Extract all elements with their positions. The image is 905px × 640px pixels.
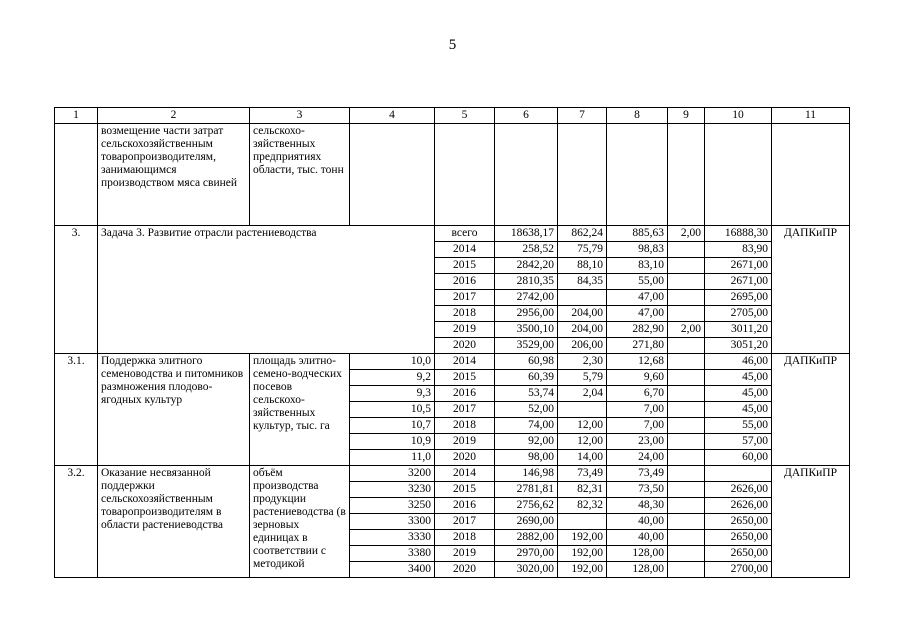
other-cell: 2695,00 — [705, 290, 772, 306]
other-cell: 2671,00 — [705, 274, 772, 290]
total-cell: 2781,81 — [495, 482, 558, 498]
federal-cell: 75,79 — [558, 242, 607, 258]
local-cell — [668, 242, 705, 258]
indicator-value-cell: 10,5 — [350, 402, 435, 418]
federal-cell: 206,00 — [558, 338, 607, 354]
cell — [668, 124, 705, 226]
indicator-value-cell: 11,0 — [350, 450, 435, 466]
other-cell: 55,00 — [705, 418, 772, 434]
regional-cell: 48,30 — [607, 498, 668, 514]
federal-cell: 73,49 — [558, 466, 607, 482]
other-cell: 2650,00 — [705, 530, 772, 546]
other-cell: 16888,30 — [705, 226, 772, 242]
other-cell: 45,00 — [705, 402, 772, 418]
header-cell: 4 — [350, 108, 435, 124]
federal-cell: 14,00 — [558, 450, 607, 466]
year-cell: 2016 — [435, 386, 495, 402]
total-cell: 92,00 — [495, 434, 558, 450]
local-cell — [668, 482, 705, 498]
regional-cell: 73,49 — [607, 466, 668, 482]
local-cell — [668, 338, 705, 354]
total-cell: 53,74 — [495, 386, 558, 402]
total-cell: 60,98 — [495, 354, 558, 370]
header-row — [55, 108, 850, 124]
table-row — [55, 354, 850, 370]
federal-cell: 192,00 — [558, 530, 607, 546]
other-cell: 2700,00 — [705, 562, 772, 578]
local-cell — [668, 514, 705, 530]
local-cell — [668, 354, 705, 370]
year-cell: 2019 — [435, 434, 495, 450]
year-cell: 2015 — [435, 370, 495, 386]
federal-cell: 84,35 — [558, 274, 607, 290]
federal-cell: 12,00 — [558, 418, 607, 434]
total-cell: 98,00 — [495, 450, 558, 466]
header-cell: 1 — [55, 108, 98, 124]
year-cell: 2019 — [435, 322, 495, 338]
regional-cell: 23,00 — [607, 434, 668, 450]
total-cell: 2742,00 — [495, 290, 558, 306]
regional-cell: 12,68 — [607, 354, 668, 370]
item-number-cell: 3.2. — [55, 466, 98, 578]
federal-cell: 82,31 — [558, 482, 607, 498]
regional-cell: 9,60 — [607, 370, 668, 386]
total-cell: 2842,20 — [495, 258, 558, 274]
other-cell: 3011,20 — [705, 322, 772, 338]
indicator-value-cell: 3230 — [350, 482, 435, 498]
year-cell: 2020 — [435, 338, 495, 354]
page-number: 5 — [448, 37, 457, 53]
executor-cell: ДАПКиПР — [772, 466, 850, 578]
total-cell: 2956,00 — [495, 306, 558, 322]
total-cell: 3529,00 — [495, 338, 558, 354]
other-cell: 45,00 — [705, 386, 772, 402]
federal-cell: 2,04 — [558, 386, 607, 402]
indicator-value-cell: 3380 — [350, 546, 435, 562]
total-cell: 3020,00 — [495, 562, 558, 578]
year-cell: 2017 — [435, 514, 495, 530]
table-row — [55, 226, 850, 242]
federal-cell — [558, 290, 607, 306]
federal-cell — [558, 514, 607, 530]
header-cell: 10 — [705, 108, 772, 124]
other-cell: 45,00 — [705, 370, 772, 386]
indicator-value-cell: 10,0 — [350, 354, 435, 370]
year-cell: 2018 — [435, 530, 495, 546]
federal-cell: 12,00 — [558, 434, 607, 450]
local-cell — [668, 466, 705, 482]
total-cell: 2970,00 — [495, 546, 558, 562]
task-title-cell: Задача 3. Развитие отрасли растениеводства — [98, 226, 435, 354]
regional-cell: 282,90 — [607, 322, 668, 338]
other-cell: 57,00 — [705, 434, 772, 450]
task-number-cell: 3. — [55, 226, 98, 354]
cell — [435, 124, 495, 226]
indicator-value-cell: 3200 — [350, 466, 435, 482]
item-number-cell: 3.1. — [55, 354, 98, 466]
other-cell: 2626,00 — [705, 498, 772, 514]
regional-cell: 7,00 — [607, 418, 668, 434]
header-cell: 7 — [558, 108, 607, 124]
local-cell — [668, 370, 705, 386]
cell — [55, 124, 98, 226]
regional-cell: 128,00 — [607, 546, 668, 562]
indicator-value-cell: 9,2 — [350, 370, 435, 386]
federal-cell: 82,32 — [558, 498, 607, 514]
year-cell: 2014 — [435, 242, 495, 258]
header-cell: 6 — [495, 108, 558, 124]
federal-cell: 88,10 — [558, 258, 607, 274]
year-cell: 2020 — [435, 450, 495, 466]
continuation-row — [55, 124, 850, 226]
indicator-value-cell: 3300 — [350, 514, 435, 530]
indicator-value-cell: 10,7 — [350, 418, 435, 434]
item-name-cell: Поддержка элитного семеноводства и питомников размножения плодово-ягодных культур — [98, 354, 250, 466]
regional-cell: 24,00 — [607, 450, 668, 466]
cell — [607, 124, 668, 226]
executor-cell: ДАПКиПР — [772, 354, 850, 466]
table-row — [55, 466, 850, 482]
cell — [772, 124, 850, 226]
federal-cell — [558, 402, 607, 418]
local-cell: 2,00 — [668, 322, 705, 338]
regional-cell: 885,63 — [607, 226, 668, 242]
regional-cell: 7,00 — [607, 402, 668, 418]
regional-cell: 98,83 — [607, 242, 668, 258]
federal-cell: 204,00 — [558, 322, 607, 338]
other-cell: 60,00 — [705, 450, 772, 466]
other-cell: 46,00 — [705, 354, 772, 370]
header-cell: 5 — [435, 108, 495, 124]
other-cell: 83,90 — [705, 242, 772, 258]
other-cell: 2671,00 — [705, 258, 772, 274]
local-cell — [668, 290, 705, 306]
program-table — [54, 107, 850, 578]
regional-cell: 6,70 — [607, 386, 668, 402]
total-cell: 60,39 — [495, 370, 558, 386]
total-cell: 146,98 — [495, 466, 558, 482]
year-cell: 2019 — [435, 546, 495, 562]
regional-cell: 128,00 — [607, 562, 668, 578]
year-cell: 2018 — [435, 306, 495, 322]
local-cell — [668, 418, 705, 434]
header-cell: 2 — [98, 108, 250, 124]
item-name-cell: Оказание несвязанной поддержки сельскохозяйственным товаропроизводителям в области растениеводства — [98, 466, 250, 578]
local-cell — [668, 546, 705, 562]
other-cell: 2650,00 — [705, 514, 772, 530]
year-cell: 2014 — [435, 354, 495, 370]
header-cell: 11 — [772, 108, 850, 124]
year-cell: 2015 — [435, 482, 495, 498]
cell — [558, 124, 607, 226]
other-cell: 2650,00 — [705, 546, 772, 562]
regional-cell: 271,80 — [607, 338, 668, 354]
total-cell: 2882,00 — [495, 530, 558, 546]
federal-cell: 192,00 — [558, 546, 607, 562]
local-cell — [668, 530, 705, 546]
local-cell — [668, 386, 705, 402]
other-cell: 2626,00 — [705, 482, 772, 498]
total-cell: 258,52 — [495, 242, 558, 258]
executor-cell: ДАПКиПР — [772, 226, 850, 354]
total-cell: 3500,10 — [495, 322, 558, 338]
local-cell — [668, 562, 705, 578]
local-cell: 2,00 — [668, 226, 705, 242]
indicator-value-cell: 3250 — [350, 498, 435, 514]
total-cell: 74,00 — [495, 418, 558, 434]
local-cell — [668, 306, 705, 322]
total-cell: 2756,62 — [495, 498, 558, 514]
regional-cell: 40,00 — [607, 530, 668, 546]
indicator-cell: объём производства продукции растениеводства (в зерновых единицах в соответствии с методикой — [250, 466, 350, 578]
year-cell: 2016 — [435, 498, 495, 514]
indicator-value-cell: 3400 — [350, 562, 435, 578]
other-cell — [705, 466, 772, 482]
federal-cell: 862,24 — [558, 226, 607, 242]
indicator-cell: площадь элитно-семено-водческих посевов сельскохо-зяйственных культур, тыс. га — [250, 354, 350, 466]
regional-cell: 40,00 — [607, 514, 668, 530]
local-cell — [668, 434, 705, 450]
cell — [350, 124, 435, 226]
other-cell: 3051,20 — [705, 338, 772, 354]
regional-cell: 83,10 — [607, 258, 668, 274]
local-cell — [668, 274, 705, 290]
local-cell — [668, 498, 705, 514]
federal-cell: 192,00 — [558, 562, 607, 578]
header-cell: 8 — [607, 108, 668, 124]
year-cell: 2016 — [435, 274, 495, 290]
federal-cell: 204,00 — [558, 306, 607, 322]
header-cell: 9 — [668, 108, 705, 124]
year-cell: 2020 — [435, 562, 495, 578]
regional-cell: 55,00 — [607, 274, 668, 290]
year-cell: всего — [435, 226, 495, 242]
local-cell — [668, 258, 705, 274]
total-cell: 52,00 — [495, 402, 558, 418]
year-cell: 2014 — [435, 466, 495, 482]
year-cell: 2018 — [435, 418, 495, 434]
total-cell: 18638,17 — [495, 226, 558, 242]
regional-cell: 73,50 — [607, 482, 668, 498]
year-cell: 2015 — [435, 258, 495, 274]
cell — [495, 124, 558, 226]
header-cell: 3 — [250, 108, 350, 124]
continuation-event-cell: возмещение части затрат сельскохозяйственным товаропроизводителям, занимающимся производством мяса свиней — [98, 124, 250, 226]
other-cell: 2705,00 — [705, 306, 772, 322]
total-cell: 2810,35 — [495, 274, 558, 290]
cell — [705, 124, 772, 226]
indicator-value-cell: 9,3 — [350, 386, 435, 402]
continuation-indicator-cell: сельскохо-зяйственных предприятиях области, тыс. тонн — [250, 124, 350, 226]
regional-cell: 47,00 — [607, 306, 668, 322]
federal-cell: 2,30 — [558, 354, 607, 370]
year-cell: 2017 — [435, 402, 495, 418]
local-cell — [668, 450, 705, 466]
year-cell: 2017 — [435, 290, 495, 306]
regional-cell: 47,00 — [607, 290, 668, 306]
indicator-value-cell: 10,9 — [350, 434, 435, 450]
federal-cell: 5,79 — [558, 370, 607, 386]
local-cell — [668, 402, 705, 418]
total-cell: 2690,00 — [495, 514, 558, 530]
indicator-value-cell: 3330 — [350, 530, 435, 546]
